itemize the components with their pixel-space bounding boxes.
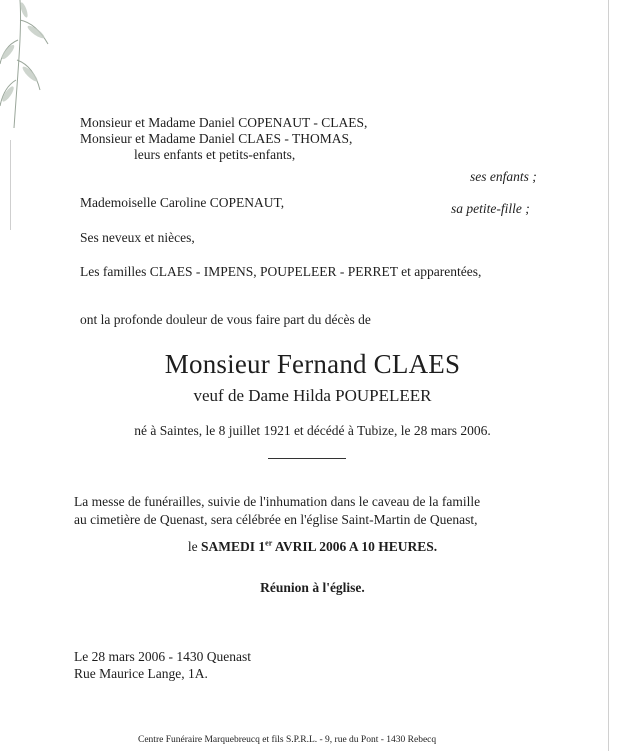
deceased-spouse: veuf de Dame Hilda POUPELEER [193, 386, 432, 405]
deceased-name: Monsieur Fernand CLAES [164, 349, 461, 379]
funeral-date-rest: AVRIL 2006 A 10 HEURES. [272, 539, 438, 554]
address-line-1: Le 28 mars 2006 - 1430 Quenast [74, 649, 251, 664]
funeral-date-prefix: le [187, 539, 202, 554]
funeral-date-sup: er [265, 538, 273, 548]
family-line-6: Les familles CLAES - IMPENS, POUPELEER - PERRET et apparentées, [80, 264, 482, 279]
family-line-1: Monsieur et Madame Daniel COPENAUT - CLAES, [80, 115, 368, 130]
announcement-text: ont la profonde douleur de vous faire part du décès de [80, 312, 371, 327]
funeral-line-1: La messe de funérailles, suivie de l'inhumation dans le caveau de la famille [74, 494, 481, 509]
family-line-2: Monsieur et Madame Daniel CLAES - THOMAS, [80, 131, 353, 146]
funeral-date [0, 539, 625, 555]
funeral-date-day: SAMEDI 1 [201, 539, 266, 554]
family-line-4: Mademoiselle Caroline COPENAUT, [80, 195, 285, 210]
family-line-3: leurs enfants et petits-enfants, [134, 147, 296, 162]
separator-line [268, 458, 346, 459]
footer-text: Centre Funéraire Marquebreucq et fils S.P.R.L. - 9, rue du Pont - 1430 Rebecq [138, 735, 437, 745]
funeral-line-2: au cimetière de Quenast, sera célébrée en l'église Saint-Martin de Quenast, [74, 512, 478, 527]
role-granddaughter: sa petite-fille ; [451, 201, 530, 216]
meeting-text: Réunion à l'église. [260, 580, 365, 595]
role-children: ses enfants ; [470, 169, 537, 184]
deceased-dates: né à Saintes, le 8 juillet 1921 et décédé à Tubize, le 28 mars 2006. [134, 423, 491, 438]
left-edge-mark [10, 140, 11, 230]
leaf-decoration-icon [0, 0, 60, 130]
family-line-5: Ses neveux et nièces, [80, 230, 195, 245]
address-line-2: Rue Maurice Lange, 1A. [74, 666, 208, 681]
